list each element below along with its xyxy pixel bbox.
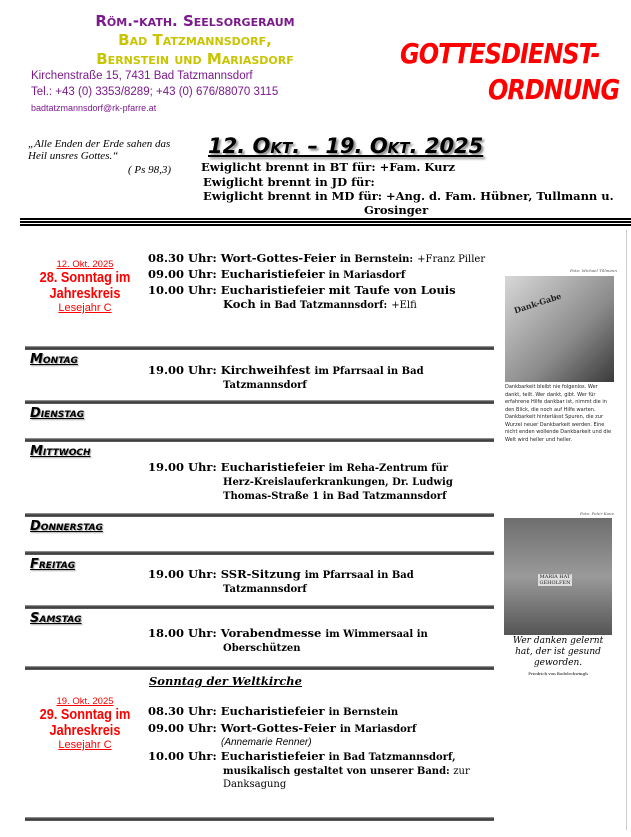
- event: 09.00 Uhr: Eucharistiefeier in Mariasdorf: [148, 267, 406, 281]
- divider: [25, 513, 494, 517]
- org-place-1: Bad Tatzmannsdorf,: [118, 31, 272, 49]
- thanks-quote: Wer danken gelernt hat, der ist gesund geworden.: [512, 636, 604, 668]
- photo2-credit: Foto: Peter Kane: [580, 511, 614, 516]
- email: badtatzmannsdorf@rk-pfarre.at: [31, 103, 157, 113]
- sunday1-lesejahr: Lesejahr C: [58, 302, 112, 314]
- photo1-credit: Foto: Michael Tillmann: [570, 268, 617, 273]
- ewiglicht-md-cont: Grosinger: [364, 203, 429, 217]
- montag-event: 19.00 Uhr: Kirchweihfest im Pfarrsaal in Bad Tatzmannsdorf: [148, 363, 424, 391]
- event: 08.30 Uhr: Wort-Gottes-Feier in Bernstein: +Franz Piller: [148, 251, 486, 265]
- ewiglicht-bt: Ewiglicht brennt in BT für: +Fam. Kurz: [201, 160, 456, 174]
- divider: [25, 400, 494, 404]
- divider: [25, 817, 494, 821]
- divider: [25, 605, 494, 609]
- sunday2-date: 19. Okt. 2025: [56, 696, 114, 707]
- title-line-1: GOTTESDIENST-: [400, 37, 600, 71]
- sunday1-date: 12. Okt. 2025: [56, 259, 114, 270]
- divider: [25, 438, 494, 442]
- event: 09.00 Uhr: Wort-Gottes-Feier in Mariasdorf (Annemarie Renner): [148, 720, 417, 748]
- votive-plaques-photo: MARIA HAT GEHOLFEN: [504, 518, 612, 635]
- header-divider: [20, 218, 631, 226]
- org-name: Röm.-kath. Seelsorgeraum: [95, 12, 295, 30]
- dank-gabe-photo: Dank-Gabe: [505, 276, 614, 382]
- quote-ref: ( Ps 98,3): [128, 164, 172, 176]
- title-line-2: ORDNUNG: [488, 73, 620, 107]
- period-heading: 12. Okt. – 19. Okt. 2025: [208, 134, 484, 158]
- quote-line-1: „Alle Enden der Erde sahen das: [28, 138, 171, 150]
- sunday2-title: 29. Sonntag im Jahreskreis: [39, 706, 131, 739]
- sunday2-block: [25, 696, 145, 751]
- day-donnerstag: Donnerstag: [30, 519, 103, 534]
- day-mittwoch: Mittwoch: [30, 444, 91, 459]
- event: 10.00 Uhr: Eucharistiefeier in Bad Tatzmannsdorf, musikalisch gestaltet von unserer Band: zur Danksagung: [148, 749, 470, 790]
- mittwoch-event: 19.00 Uhr: Eucharistiefeier im Reha-Zentrum für Herz-Kreislauferkrankungen, Dr. Ludwig Thomas-Straße 1 in Bad Tatzmannsdorf: [148, 460, 453, 502]
- photo1-caption: Dankbarkeit bleibt nie folgenlos. Wer dankt, teilt. Wer dankt, gibt. Wer für erfahrene Hilfe dankbar ist, nimmt die in den Blick, die noch auf Hilfe warten. Dankbarkeit hinterlässt Spuren, die zur Wurzel neuer Dankbarkeit werden. Eine nicht enden wollende Dankbarkeit und die Welt wird heller und heller.: [505, 384, 612, 443]
- quote-line-2: Heil unsres Gottes.“: [28, 150, 119, 162]
- ewiglicht-jd: Ewiglicht brennt in JD für:: [203, 175, 375, 189]
- freitag-event: 19.00 Uhr: SSR-Sitzung im Pfarrsaal in Bad Tatzmannsdorf: [148, 567, 414, 595]
- event: 10.00 Uhr: Eucharistiefeier mit Taufe von Louis Koch in Bad Tatzmannsdorf: +Elfi: [148, 283, 456, 311]
- event: 08.30 Uhr: Eucharistiefeier in Bernstein: [148, 704, 399, 718]
- divider: [25, 551, 494, 555]
- weltkirche-heading: Sonntag der Weltkirche: [149, 674, 302, 688]
- day-freitag: Freitag: [30, 557, 76, 572]
- thanks-quote-author: Friedrich von Bodelschwingh: [528, 671, 588, 676]
- divider: [25, 346, 494, 350]
- sunday1-title: 28. Sonntag im Jahreskreis: [39, 269, 131, 302]
- day-samstag: Samstag: [30, 611, 82, 626]
- phone: Tel.: +43 (0) 3353/8289; +43 (0) 676/88070 3115: [31, 86, 279, 98]
- day-dienstag: Dienstag: [30, 406, 85, 421]
- sunday2-lesejahr: Lesejahr C: [58, 739, 112, 751]
- ewiglicht-md: Ewiglicht brennt in MD für: +Ang. d. Fam. Hübner, Tullmann u.: [203, 189, 614, 203]
- sunday2-events: [148, 704, 470, 791]
- org-place-2: Bernstein und Mariasdorf: [96, 50, 294, 68]
- sunday1-events: [148, 251, 485, 313]
- day-montag: Montag: [30, 352, 78, 367]
- divider: [25, 666, 494, 670]
- page-border: [626, 230, 627, 830]
- sunday1-block: [25, 259, 145, 314]
- samstag-event: 18.00 Uhr: Vorabendmesse im Wimmersaal in Oberschützen: [148, 626, 428, 654]
- address: Kirchenstraße 15, 7431 Bad Tatzmannsdorf: [31, 70, 253, 82]
